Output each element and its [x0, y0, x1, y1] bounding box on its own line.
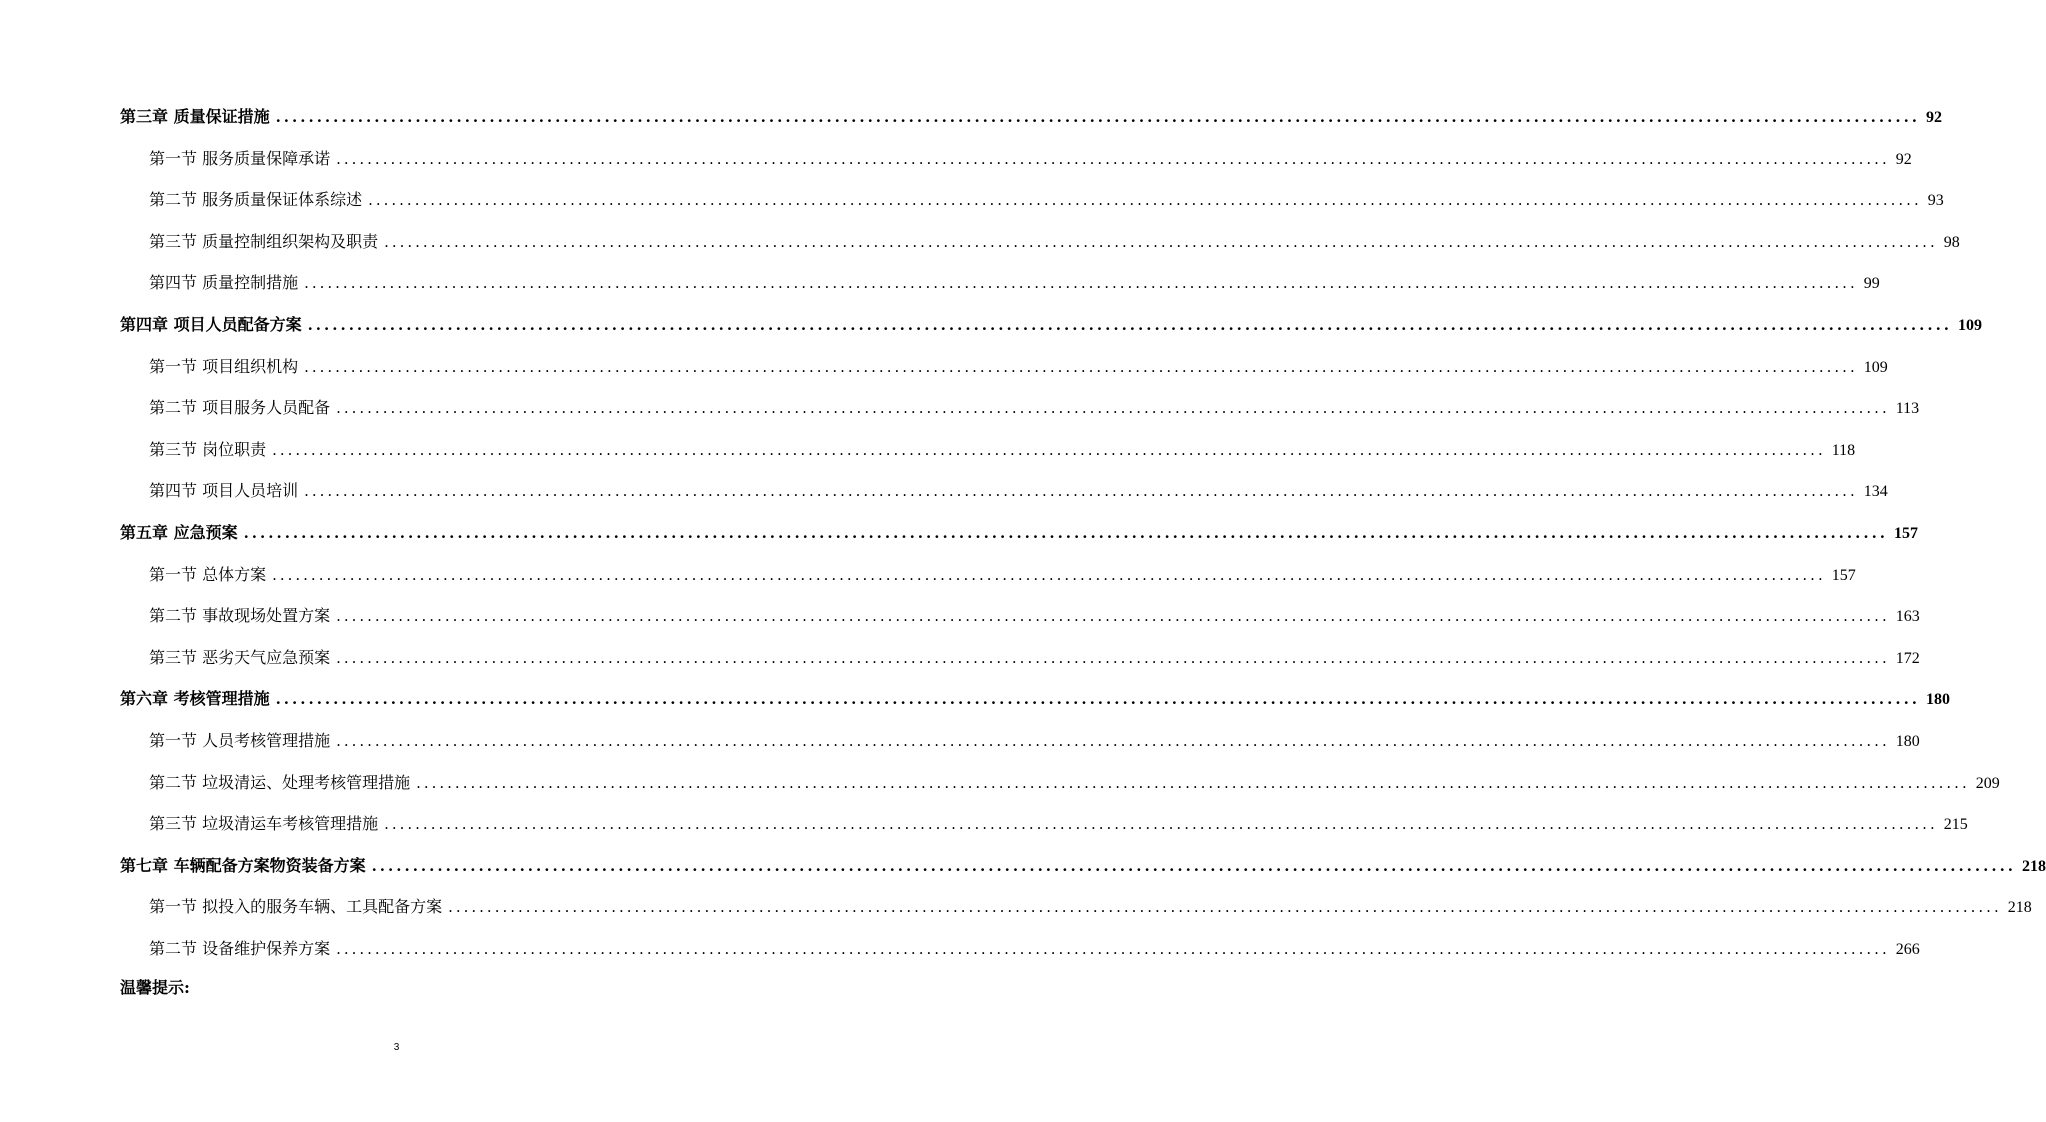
- toc-entry-page-number: 180: [1895, 732, 1920, 750]
- toc-leader-dots: ........................................................................................................................................................................................................: [371, 856, 2017, 875]
- toc-section-entry[interactable]: [120, 554, 1856, 596]
- toc-entry-title: 第二节 设备维护保养方案: [149, 938, 331, 958]
- toc-leader-dots: ........................................................................................................................................................................................................: [272, 565, 1826, 584]
- toc-leader-dots: ........................................................................................................................................................................................................: [275, 690, 1921, 709]
- toc-entry-page-number: 134: [1863, 483, 1888, 501]
- toc-entry-title: 第六章 考核管理措施: [120, 689, 270, 709]
- warm-tip-heading: 温馨提示:: [120, 978, 190, 997]
- toc-entry-title: 第一节 人员考核管理措施: [149, 730, 331, 750]
- toc-entry-title: 第二节 服务质量保证体系综述: [149, 190, 363, 210]
- toc-chapter-entry[interactable]: [120, 96, 1943, 138]
- toc-entry-title: 第四节 质量控制措施: [149, 273, 299, 293]
- toc-chapter-entry[interactable]: [120, 512, 1919, 554]
- toc-leader-dots: ........................................................................................................................................................................................................: [448, 898, 2002, 917]
- toc-entry-title: 第四章 项目人员配备方案: [120, 314, 302, 334]
- toc-entry-page-number: 98: [1943, 233, 1960, 251]
- toc-entry-page-number: 93: [1927, 192, 1944, 210]
- toc-entry-title: 第二节 垃圾清运、处理考核管理措施: [149, 772, 411, 792]
- toc-entry-page-number: 99: [1863, 275, 1880, 293]
- toc-section-entry[interactable]: [120, 179, 1944, 221]
- toc-section-entry[interactable]: [120, 387, 1920, 429]
- toc-leader-dots: ........................................................................................................................................................................................................: [336, 149, 1890, 168]
- toc-leader-dots: ........................................................................................................................................................................................................: [304, 357, 1858, 376]
- toc-section-entry[interactable]: [120, 886, 2032, 928]
- toc-entry-title: 第四节 项目人员培训: [149, 481, 299, 501]
- toc-leader-dots: ........................................................................................................................................................................................................: [384, 815, 1938, 834]
- toc-entry-page-number: 109: [1863, 358, 1888, 376]
- toc-chapter-entry[interactable]: [120, 845, 2046, 887]
- toc-entry-page-number: 163: [1895, 608, 1920, 626]
- toc-leader-dots: ........................................................................................................................................................................................................: [336, 731, 1890, 750]
- toc-entry-page-number: 218: [2007, 899, 2032, 917]
- toc-leader-dots: ........................................................................................................................................................................................................: [336, 939, 1890, 958]
- toc-entry-title: 第三节 垃圾清运车考核管理措施: [149, 814, 379, 834]
- toc-entry-page-number: 180: [1926, 691, 1951, 709]
- toc-entry-title: 第五章 应急预案: [120, 522, 238, 542]
- toc-leader-dots: ........................................................................................................................................................................................................: [336, 399, 1890, 418]
- toc-entry-title: 第一节 总体方案: [149, 564, 267, 584]
- toc-entry-title: 第一节 项目组织机构: [149, 356, 299, 376]
- toc-entry-page-number: 92: [1926, 109, 1943, 126]
- toc-entry-title: 第三节 岗位职责: [149, 439, 267, 459]
- toc-leader-dots: ........................................................................................................................................................................................................: [304, 274, 1858, 293]
- toc-chapter-entry[interactable]: [120, 678, 1951, 720]
- toc-entry-page-number: 215: [1943, 816, 1968, 834]
- toc-section-entry[interactable]: [120, 221, 1960, 263]
- toc-section-entry[interactable]: [120, 803, 1968, 845]
- toc-entry-title: 第一节 服务质量保障承诺: [149, 148, 331, 168]
- toc-entry-title: 第七章 车辆配备方案物资装备方案: [120, 855, 366, 875]
- toc-entry-page-number: 218: [2022, 857, 2046, 875]
- toc-entry-page-number: 157: [1894, 524, 1919, 542]
- toc-entry-title: 第三章 质量保证措施: [120, 107, 270, 126]
- toc-section-entry[interactable]: [120, 762, 2000, 804]
- toc-entry-title: 第三节 恶劣天气应急预案: [149, 647, 331, 667]
- toc-section-entry[interactable]: [120, 928, 1920, 970]
- toc-entry-page-number: 266: [1895, 940, 1920, 958]
- toc-section-entry[interactable]: [120, 138, 1912, 180]
- toc-entry-page-number: 92: [1895, 150, 1912, 168]
- toc-leader-dots: ........................................................................................................................................................................................................: [304, 482, 1858, 501]
- page-number: 3: [393, 1042, 400, 1053]
- toc-section-entry[interactable]: [120, 595, 1920, 637]
- toc-entry-title: 第二节 项目服务人员配备: [149, 398, 331, 418]
- toc-leader-dots: ........................................................................................................................................................................................................: [368, 191, 1922, 210]
- toc-entry-title: 第二节 事故现场处置方案: [149, 606, 331, 626]
- toc-entry-page-number: 109: [1958, 316, 1983, 334]
- toc-entry-page-number: 118: [1831, 441, 1856, 459]
- toc-leader-dots: ........................................................................................................................................................................................................: [243, 523, 1889, 542]
- toc-chapter-entry[interactable]: [120, 304, 1983, 346]
- toc-entry-title: 第一节 拟投入的服务车辆、工具配备方案: [149, 897, 443, 917]
- toc-leader-dots: ........................................................................................................................................................................................................: [336, 607, 1890, 626]
- toc-entry-page-number: 113: [1895, 400, 1920, 418]
- toc-leader-dots: ........................................................................................................................................................................................................: [384, 232, 1938, 251]
- toc-entry-page-number: 157: [1831, 566, 1856, 584]
- toc-section-entry[interactable]: [120, 429, 1856, 471]
- toc-entry-page-number: 172: [1895, 649, 1920, 667]
- toc-section-entry[interactable]: [120, 346, 1888, 388]
- toc-section-entry[interactable]: [120, 262, 1880, 304]
- toc-section-entry[interactable]: [120, 637, 1920, 679]
- toc-section-entry[interactable]: [120, 470, 1888, 512]
- table-of-contents: [120, 96, 2046, 969]
- toc-entry-page-number: 209: [1975, 774, 2000, 792]
- toc-leader-dots: ........................................................................................................................................................................................................: [275, 108, 1921, 126]
- toc-entry-title: 第三节 质量控制组织架构及职责: [149, 231, 379, 251]
- toc-leader-dots: ........................................................................................................................................................................................................: [307, 315, 1953, 334]
- toc-section-entry[interactable]: [120, 720, 1920, 762]
- toc-leader-dots: ........................................................................................................................................................................................................: [272, 440, 1826, 459]
- toc-leader-dots: ........................................................................................................................................................................................................: [336, 648, 1890, 667]
- toc-leader-dots: ........................................................................................................................................................................................................: [416, 773, 1970, 792]
